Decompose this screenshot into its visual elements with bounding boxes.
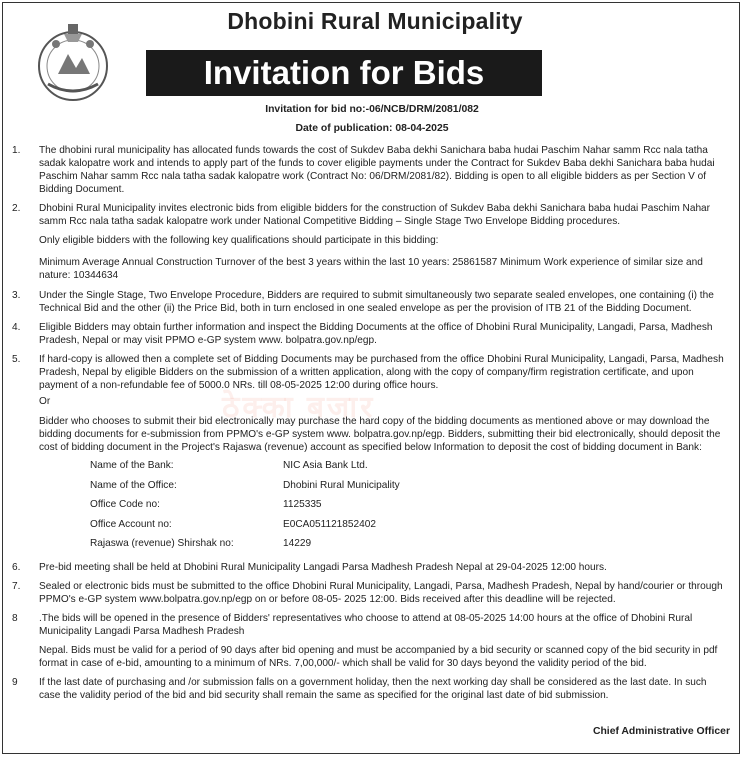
bank-info-row <box>90 537 730 557</box>
clause-text: Eligible Bidders may obtain further information and inspect the Bidding Documents at the office of Dhobini Rural Municipality, Langadi, Parsa, Madhesh Pradesh, Nepal or may visit PPMO e-GP system www. bolpatra.gov.np/egp. <box>39 322 713 346</box>
qualification-criteria: Minimum Average Annual Construction Turnover of the best 3 years within the last 10 years: 25861587 Minimum Work experience of similar size and nature: 10344634 <box>39 257 703 281</box>
clause-text: Under the Single Stage, Two Envelope Procedure, Bidders are required to submit simultaneously two separate sealed envelopes, one containing (i) the Technical Bid and the other (ii) the Price Bid, both in turn enclosed in one sealed envelope as per the provision of ITB 21 of the Bidding Document. <box>39 290 714 314</box>
clause-4 <box>12 321 730 347</box>
bank-info-value: NIC Asia Bank Ltd. <box>283 460 368 471</box>
clause-number: 9 <box>12 676 18 688</box>
bank-info-value: E0CA051121852402 <box>283 518 376 530</box>
clause-text: Dhobini Rural Municipality invites electronic bids from eligible bidders for the construction of Sukdev Baba dekhi Sanichara baba hudai Paschim Nahar samm Rcc nala tatha sadak kalopatre work under National Competitive Bidding – Single Stage Two Envelope Bidding procedures. <box>39 203 711 227</box>
clause-number: 3. <box>12 290 21 301</box>
bank-info-row <box>90 459 730 479</box>
clause-2 <box>12 202 730 228</box>
clause-number: 6. <box>12 561 21 573</box>
clause-7 <box>12 580 730 606</box>
signature-title: Chief Administrative Officer <box>592 726 730 737</box>
bank-info-label: Name of the Office: <box>90 479 177 491</box>
clause-1 <box>12 144 730 196</box>
clause-9 <box>12 676 730 702</box>
clause-text: If hard-copy is allowed then a complete set of Bidding Documents may be purchased from the office Dhobini Rural Municipality, Langadi, Parsa, Madhesh Pradesh, Nepal by eligible Bidders on the submission of a written application, along with the copy of company/firm registration certificate, and upon payment of a non-refundable fee of 5000.0 NRs. till 08-05-2025 12:00 during office hours. <box>39 354 724 391</box>
clause-5 <box>12 353 730 392</box>
bank-info-label: Office Account no: <box>90 518 172 530</box>
clause-number: 4. <box>12 322 21 333</box>
clause-number: 7. <box>12 580 21 592</box>
bank-info-value: 14229 <box>283 538 312 549</box>
clause-list <box>12 144 730 702</box>
bank-info-label: Name of the Bank: <box>90 460 174 471</box>
clause-text: The dhobini rural municipality has allocated funds towards the cost of Sukdev Baba dekhi Sanichara baba hudai Paschim Nahar samm Rcc nala tatha sadak kalopatre work and intends to apply part of the funds to cover eligible payments under the Contract for Sukdev Baba dekhi Sanichara baba hudai Paschim Nahar samm Rcc nala tatha sadak kalopatre work (Contract No: 06/DRM/2081/82). Bidding is open to all eligible bidders as per Section V of Bidding Document. <box>39 145 715 195</box>
or-text: Or <box>39 396 51 407</box>
clause-8 <box>12 612 730 638</box>
clause-number: 2. <box>12 203 21 214</box>
clause-3 <box>12 289 730 315</box>
clause-text: Pre-bid meeting shall be held at Dhobini Rural Municipality Langadi Parsa Madhesh Pradesh Nepal at 29-04-2025 12:00 hours. <box>39 561 607 573</box>
clause-6 <box>12 561 730 574</box>
clause-text: .The bids will be opened in the presence of Bidders' representatives who choose to attend at 08-05-2025 14:00 hours at the office of Dhobini Rural Municipality Langadi Parsa Madhesh Pradesh <box>39 612 693 637</box>
clause-text: Sealed or electronic bids must be submitted to the office Dhobini Rural Municipality, Langadi, Parsa, Madhesh Pradesh, Nepal by hand/courier or through PPMO's e-GP system www.bolpatra.gov.np/egp on or before 08-05- 2025 12:00. Bids received after this deadline will be rejected. <box>39 580 723 605</box>
bid-number: Invitation for bid no:-06/NCB/DRM/2081/082 <box>265 104 479 115</box>
nepal-government-emblem-icon <box>30 18 116 104</box>
clause-text: If the last date of purchasing and /or submission falls on a government holiday, then the next working day shall be considered as the last date. In such case the validity period of the bid and bid security shall remain the same as specified for the original last date of bid submission. <box>39 676 707 701</box>
bank-info-label: Rajaswa (revenue) Shirshak no: <box>90 538 234 549</box>
page-title: Invitation for Bids <box>146 50 542 96</box>
bank-info-row <box>90 518 730 538</box>
bank-info-row <box>90 498 730 518</box>
clause-number: 1. <box>12 145 21 156</box>
bank-info-label: Office Code no: <box>90 499 160 510</box>
clause-number: 8 <box>12 612 18 624</box>
e-submission-text: Bidder who chooses to submit their bid electronically may purchase the hard copy of the bidding documents as mentioned above or may download the bidding documents for e-submission from PPMO's e-GP system www. bolpatra.gov.np/egp. Bidders, submitting their bid electronically, should deposit the cost of bidding document in the Project's Rajaswa (revenue) account as specified below Information to deposit the cost of bidding document in Bank: <box>39 416 721 453</box>
publication-date: Date of publication: 08-04-2025 <box>295 123 449 134</box>
qualification-intro: Only eligible bidders with the following key qualifications should participate in this bidding: <box>39 235 439 246</box>
bid-validity-text: Nepal. Bids must be valid for a period of 90 days after bid opening and must be accompanied by a bid security or scanned copy of the bid security in pdf format in case of e-bid, amounting to a minimum of NRs. 7,00,000/- which shall be valid for 30 days beyond the validity period of the bid. <box>39 644 718 669</box>
bank-info-table <box>90 459 730 557</box>
bank-info-value: 1125335 <box>283 499 322 510</box>
clause-number: 5. <box>12 354 21 365</box>
watermark: ठेक्का बजार <box>222 391 376 424</box>
bank-info-row <box>90 479 730 499</box>
organization-name: Dhobini Rural Municipality <box>227 8 523 34</box>
bank-info-value: Dhobini Rural Municipality <box>283 479 400 491</box>
